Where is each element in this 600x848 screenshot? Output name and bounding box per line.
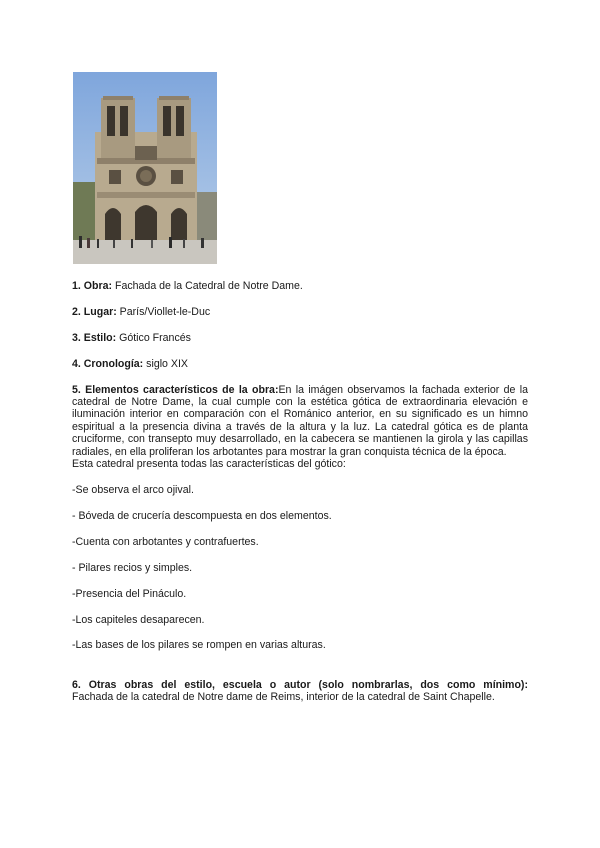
item-obra-label: 1. Obra: bbox=[72, 280, 113, 292]
list-item: -Cuenta con arbotantes y contrafuertes. bbox=[72, 535, 259, 548]
list-item: -Se observa el arco ojival. bbox=[72, 483, 194, 496]
list-item: -Los capiteles desaparecen. bbox=[72, 613, 205, 626]
section6-label: 6. Otras obras del estilo, escuela o autor (solo nombrarlas, dos como mínimo): bbox=[72, 678, 528, 691]
list-item: -Presencia del Pináculo. bbox=[72, 587, 187, 600]
item-obra-value: Fachada de la Catedral de Notre Dame. bbox=[112, 280, 303, 292]
item-lugar-value: París/Viollet-le-Duc bbox=[116, 305, 211, 318]
item-estilo bbox=[72, 332, 528, 344]
document-body bbox=[72, 280, 528, 704]
item-estilo-label: 3. Estilo: bbox=[72, 331, 117, 344]
section5-intro: Esta catedral presenta todas las características del gótico: bbox=[72, 458, 346, 471]
section5-text: En la imágen observamos la fachada exterior de la catedral de Notre Dame, la cual cumple con la estética gótica de extraordinaria elevación e iluminación interior en comparación con el Románico anterior, en su significado es un himno espiritual a la presencia divina a través de la altura y la luz. La catedral gótica es de planta cruciforme, con transepto muy desarrollado, en la cabecera se mantienen la girola y las capillas radiales, en ella proliferan los arbotantes para mostrar la gran conquista técnica de la época. bbox=[72, 383, 528, 458]
list-item: - Pilares recios y simples. bbox=[72, 561, 193, 574]
item-cronologia bbox=[72, 358, 528, 370]
section6-label-line bbox=[72, 679, 528, 691]
section5-label: 5. Elementos característicos de la obra: bbox=[72, 383, 279, 396]
section6-text: Fachada de la catedral de Notre dame de Reims, interior de la catedral de Saint Chapelle. bbox=[72, 691, 495, 704]
list-item: - Bóveda de crucería descompuesta en dos elementos. bbox=[72, 509, 332, 522]
item-estilo-value: Gótico Francés bbox=[116, 331, 191, 344]
list-item: -Las bases de los pilares se rompen en varias alturas. bbox=[72, 639, 326, 652]
item-lugar-label: 2. Lugar: bbox=[72, 305, 117, 318]
item-cronologia-value: siglo XIX bbox=[143, 357, 188, 370]
item-obra bbox=[72, 280, 528, 292]
item-lugar bbox=[72, 306, 528, 318]
section5-paragraph bbox=[72, 384, 528, 458]
item-cronologia-label: 4. Cronología: bbox=[72, 357, 144, 370]
notre-dame-facade-photo bbox=[73, 72, 217, 264]
